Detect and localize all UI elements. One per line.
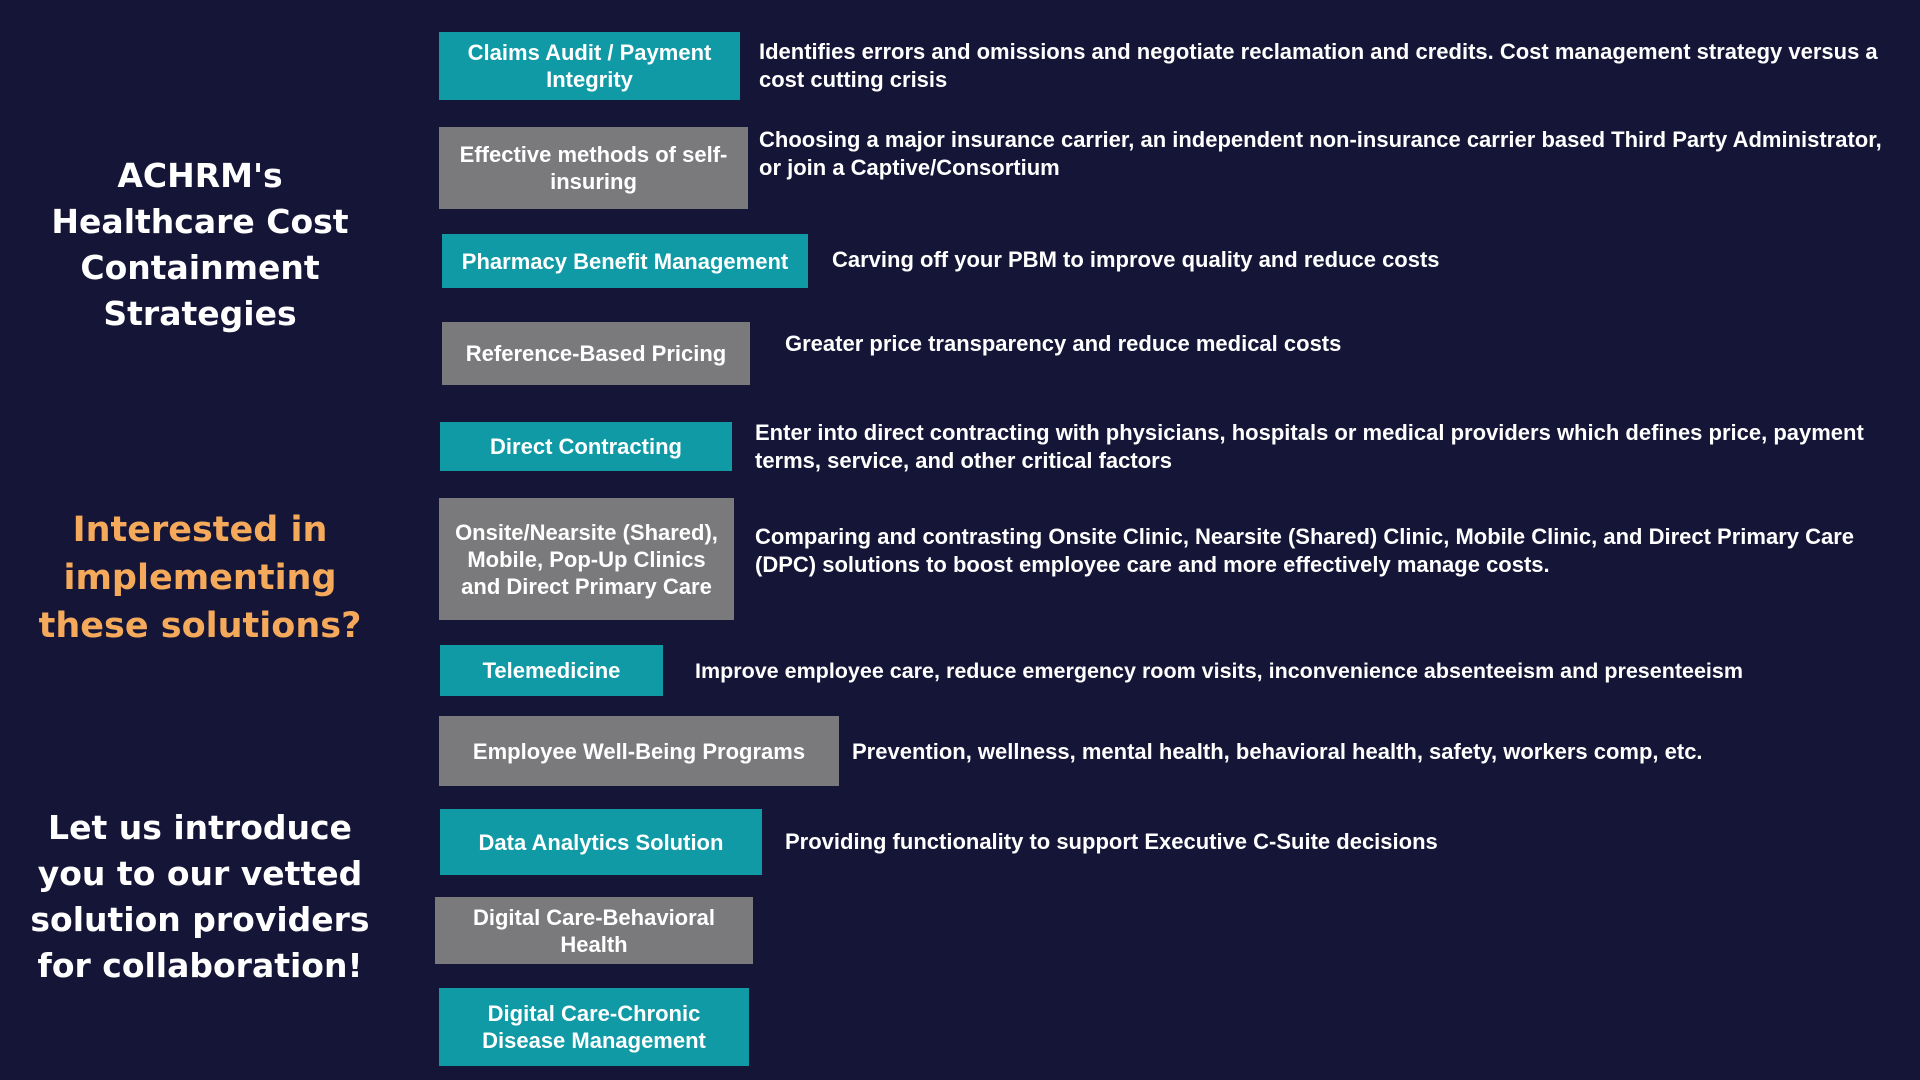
interest-callout: Interested in implementing these solutions? <box>38 510 362 646</box>
strategy-box-chronic-disease[interactable]: Digital Care-Chronic Disease Management <box>439 988 749 1066</box>
strategy-box-self-insuring[interactable]: Effective methods of self-insuring <box>439 127 748 209</box>
strategy-box-clinics[interactable]: Onsite/Nearsite (Shared), Mobile, Pop-Up Clinics and Direct Primary Care <box>439 498 734 620</box>
strategy-desc-telemedicine: Improve employee care, reduce emergency room visits, inconvenience absenteeism and presenteeism <box>695 659 1743 683</box>
strategy-box-reference-pricing[interactable]: Reference-Based Pricing <box>442 322 750 385</box>
strategy-box-pharmacy-benefit[interactable]: Pharmacy Benefit Management <box>442 234 808 288</box>
strategy-box-telemedicine[interactable]: Telemedicine <box>440 645 663 696</box>
strategy-box-well-being[interactable]: Employee Well-Being Programs <box>439 716 839 786</box>
strategy-desc-pharmacy-benefit: Carving off your PBM to improve quality and reduce costs <box>832 247 1440 272</box>
page-title: ACHRM's Healthcare Cost Containment Strategies <box>51 156 349 333</box>
strategy-desc-well-being: Prevention, wellness, mental health, behavioral health, safety, workers comp, etc. <box>852 739 1703 764</box>
strategy-desc-direct-contracting: Enter into direct contracting with physicians, hospitals or medical providers which defines price, payment terms, service, and other critical factors <box>755 420 1864 473</box>
intro-callout: Let us introduce you to our vetted solution providers for collaboration! <box>30 808 370 985</box>
strategy-desc-reference-pricing: Greater price transparency and reduce medical costs <box>785 331 1342 356</box>
strategy-box-direct-contracting[interactable]: Direct Contracting <box>440 422 732 471</box>
strategy-desc-self-insuring: Choosing a major insurance carrier, an independent non-insurance carrier based Third Party Administrator, or join a Captive/Consortium <box>759 127 1882 180</box>
strategy-box-claims-audit[interactable]: Claims Audit / Payment Integrity <box>439 32 740 100</box>
strategy-desc-data-analytics: Providing functionality to support Executive C-Suite decisions <box>785 829 1438 854</box>
strategy-desc-clinics: Comparing and contrasting Onsite Clinic, Nearsite (Shared) Clinic, Mobile Clinic, and Direct Primary Care (DPC) solutions to boost employee care and more effectively manage costs. <box>755 524 1855 577</box>
strategy-box-behavioral-health[interactable]: Digital Care-Behavioral Health <box>435 897 753 964</box>
strategy-desc-claims-audit: Identifies errors and omissions and negotiate reclamation and credits. Cost management strategy versus a cost cutting crisis <box>759 39 1878 92</box>
strategy-box-data-analytics[interactable]: Data Analytics Solution <box>440 809 762 875</box>
